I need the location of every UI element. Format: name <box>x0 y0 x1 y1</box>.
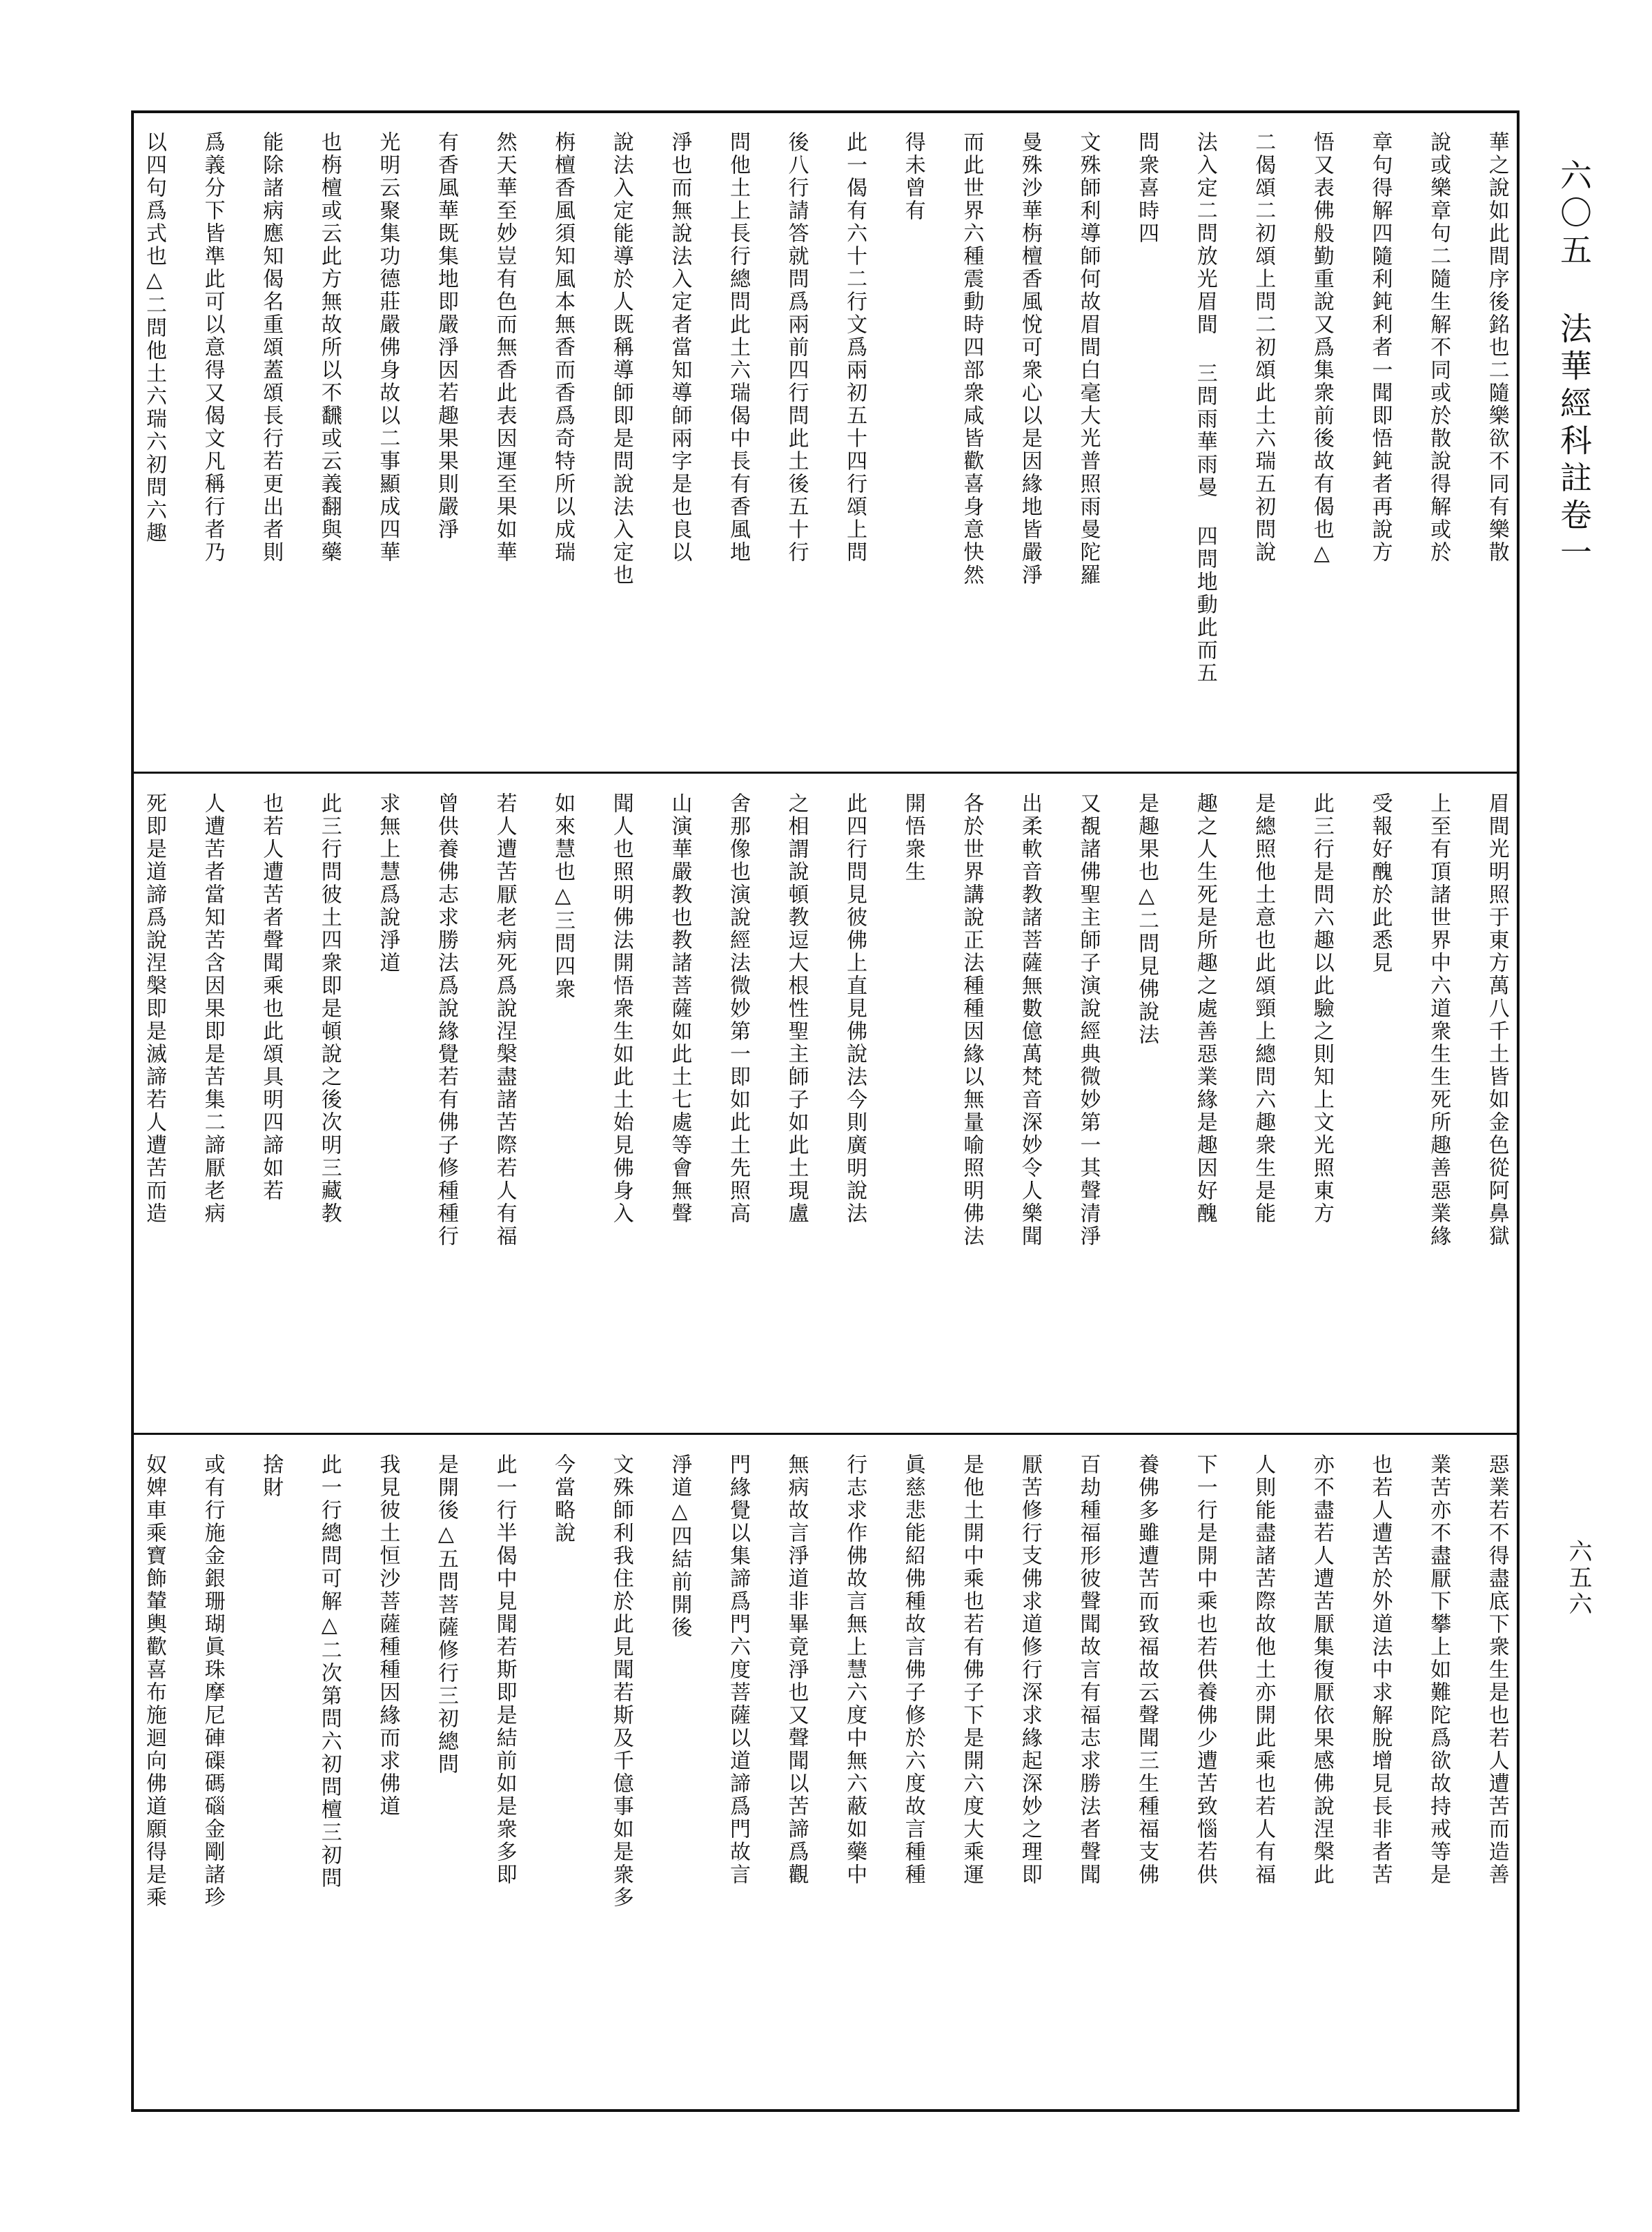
text-column: 亦不盡若人遭苦厭集復厭依果感佛說涅槃此 <box>1309 1453 1334 1886</box>
text-column: 各於世界講說正法種種因緣以無量喻照明佛法 <box>959 792 984 1248</box>
text-column: 文殊師利我住於此見聞若斯及千億事如是衆多 <box>609 1453 633 1909</box>
text-column: 能除諸病應知偈名重頌蓋頌長行若更出者則 <box>259 131 284 564</box>
text-column: 下一行是開中乘也若供養佛少遭苦致惱若供 <box>1192 1453 1217 1886</box>
text-column: 舍那像也演說經法微妙第一即如此土先照高 <box>725 792 750 1225</box>
text-column: 眞慈悲能紹佛種故言佛子修於六度故言種種 <box>901 1453 925 1886</box>
text-register-bottom <box>144 1436 1507 2111</box>
text-column: 此三行問彼土四衆即是頓說之後次明三藏教 <box>317 792 342 1225</box>
text-column: 之相謂說頓教逗大根性聖主師子如此土現盧 <box>784 792 809 1225</box>
text-column: 問衆喜時四 <box>1134 131 1159 245</box>
text-column: 人則能盡諸苦際故他土亦開此乘也若人有福 <box>1251 1453 1276 1886</box>
text-column: 捨財 <box>259 1453 284 1499</box>
folio-number: 六五六 <box>1564 1539 1592 1618</box>
text-column: 文殊師利導師何故眉間白毫大光普照雨曼陀羅 <box>1076 131 1101 587</box>
text-column: 死即是道諦爲說涅槃即是滅諦若人遭苦而造 <box>142 792 166 1225</box>
text-column: 淨道△四結前開後 <box>667 1453 692 1639</box>
text-column: 聞人也照明佛法開悟衆生如此土始見佛身入 <box>609 792 633 1225</box>
text-column: 曼殊沙華栴檀香風悅可衆心以是因緣地皆嚴淨 <box>1017 131 1042 587</box>
text-column: 也栴檀或云此方無故所以不飜或云義翻與藥 <box>317 131 342 564</box>
text-column: 二偈頌二初頌上問二初頌此土六瑞五初問說 <box>1251 131 1276 564</box>
text-column: 得未曾有 <box>901 131 925 222</box>
text-column: 我見彼土恒沙菩薩種種因緣而求佛道 <box>375 1453 400 1818</box>
text-column: 而此世界六種震動時四部衆咸皆歡喜身意快然 <box>959 131 984 587</box>
text-column: 今當略說 <box>551 1453 576 1545</box>
text-column: 上至有頂諸世界中六道衆生生死所趣善惡業緣 <box>1426 792 1451 1248</box>
text-column: 說或樂章句二隨生解不同或於散說得解或於 <box>1426 131 1451 564</box>
text-column: 如來慧也△三問四衆 <box>551 792 576 1001</box>
text-column: 此一行半偈中見聞若斯即是結前如是衆多即 <box>492 1453 517 1886</box>
text-column: 法入定二問放光眉間 三問雨華雨曼 四問地動此而五 <box>1192 131 1217 685</box>
text-column: 求無上慧爲說淨道 <box>375 792 400 975</box>
text-column: 章句得解四隨利鈍利者一聞即悟鈍者再說方 <box>1368 131 1393 564</box>
text-column: 眉間光明照于東方萬八千土皆如金色從阿鼻獄 <box>1484 792 1509 1248</box>
text-column: 無病故言淨道非畢竟淨也又聲聞以苦諦爲觀 <box>784 1453 809 1886</box>
text-column: 又覩諸佛聖主師子演說經典微妙第一其聲清淨 <box>1076 792 1101 1248</box>
text-column: 厭苦修行支佛求道修行深求緣起深妙之理即 <box>1017 1453 1042 1886</box>
text-column: 此三行是問六趣以此驗之則知上文光照東方 <box>1309 792 1334 1225</box>
text-column: 說法入定能導於人既稱導師即是問說法入定也 <box>609 131 633 587</box>
text-column: 養佛多雖遭苦而致福故云聲聞三生種福支佛 <box>1134 1453 1159 1886</box>
page-number: 六〇五 <box>1555 159 1593 271</box>
text-column: 淨也而無說法入定者當知導師兩字是也良以 <box>667 131 692 564</box>
text-column: 華之說如此間序後銘也二隨樂欲不同有樂散 <box>1484 131 1509 564</box>
text-frame <box>131 110 1520 2112</box>
text-column: 曾供養佛志求勝法爲說緣覺若有佛子修種種行 <box>433 792 458 1248</box>
text-column: 門緣覺以集諦爲門六度菩薩以道諦爲門故言 <box>725 1453 750 1886</box>
text-column: 光明云聚集功德莊嚴佛身故以二事顯成四華 <box>375 131 400 564</box>
text-column: 此一行總問可解△二次第問六初問檀三初問 <box>317 1453 342 1890</box>
text-column: 開悟衆生 <box>901 792 925 883</box>
text-column: 惡業若不得盡底下衆生是也若人遭苦而造善 <box>1484 1453 1509 1886</box>
text-column: 有香風華既集地即嚴淨因若趣果果則嚴淨 <box>433 131 458 541</box>
text-register-top <box>144 113 1507 774</box>
text-column: 山演華嚴教也教諸菩薩如此土七處等會無聲 <box>667 792 692 1225</box>
text-column: 以四句爲式也△二問他土六瑞六初問六趣 <box>142 131 166 545</box>
text-column: 也若人遭苦者聲聞乘也此頌具明四諦如若 <box>259 792 284 1202</box>
text-column: 業苦亦不盡厭下攀上如難陀爲欲故持戒等是 <box>1426 1453 1451 1886</box>
text-column: 趣之人生死是所趣之處善惡業緣是趣因好醜 <box>1192 792 1217 1225</box>
text-register-middle <box>144 774 1507 1436</box>
text-column: 然天華至妙豈有色而無香此表因運至果如華 <box>492 131 517 564</box>
text-column: 是趣果也△二問見佛說法 <box>1134 792 1159 1046</box>
text-column: 也若人遭苦於外道法中求解脫增見長非者苦 <box>1368 1453 1393 1886</box>
text-column: 此一偈有六十二行文爲兩初五十四行頌上問 <box>843 131 867 564</box>
text-column: 奴婢車乘寶飾輦輿歡喜布施迴向佛道願得是乘 <box>142 1453 166 1909</box>
text-column: 出柔軟音教諸菩薩無數億萬梵音深妙令人樂聞 <box>1017 792 1042 1248</box>
register-divider <box>131 1433 1520 1435</box>
text-column: 此四行問見彼佛上直見佛說法今則廣明說法 <box>843 792 867 1225</box>
text-column: 是他土開中乘也若有佛子下是開六度大乘運 <box>959 1453 984 1886</box>
text-column: 行志求作佛故言無上慧六度中無六蔽如藥中 <box>843 1453 867 1886</box>
running-header <box>1551 159 1597 573</box>
text-column: 後八行請答就問爲兩前四行問此土後五十行 <box>784 131 809 564</box>
text-column: 爲義分下皆準此可以意得又偈文凡稱行者乃 <box>200 131 225 564</box>
text-column: 受報好醜於此悉見 <box>1368 792 1393 975</box>
text-column: 栴檀香風須知風本無香而香爲奇特所以成瑞 <box>551 131 576 564</box>
text-column: 或有行施金銀珊瑚眞珠摩尼硨磲碼碯金剛諸珍 <box>200 1453 225 1909</box>
text-column: 是總照他土意也此頌頸上總問六趣衆生是能 <box>1251 792 1276 1225</box>
text-column: 百劫種福形彼聲聞故言有福志求勝法者聲聞 <box>1076 1453 1101 1886</box>
book-title: 法華經科註卷一 <box>1555 312 1593 573</box>
text-column: 問他土上長行總問此土六瑞偈中長有香風地 <box>725 131 750 564</box>
text-column: 人遭苦者當知苦含因果即是苦集二諦厭老病 <box>200 792 225 1225</box>
text-column: 悟又表佛般勤重說又爲集衆前後故有偈也△ <box>1309 131 1334 567</box>
register-divider <box>131 772 1520 774</box>
text-column: 是開後△五問菩薩修行三初總問 <box>433 1453 458 1776</box>
text-column: 若人遭苦厭老病死爲說涅槃盡諸苦際若人有福 <box>492 792 517 1248</box>
